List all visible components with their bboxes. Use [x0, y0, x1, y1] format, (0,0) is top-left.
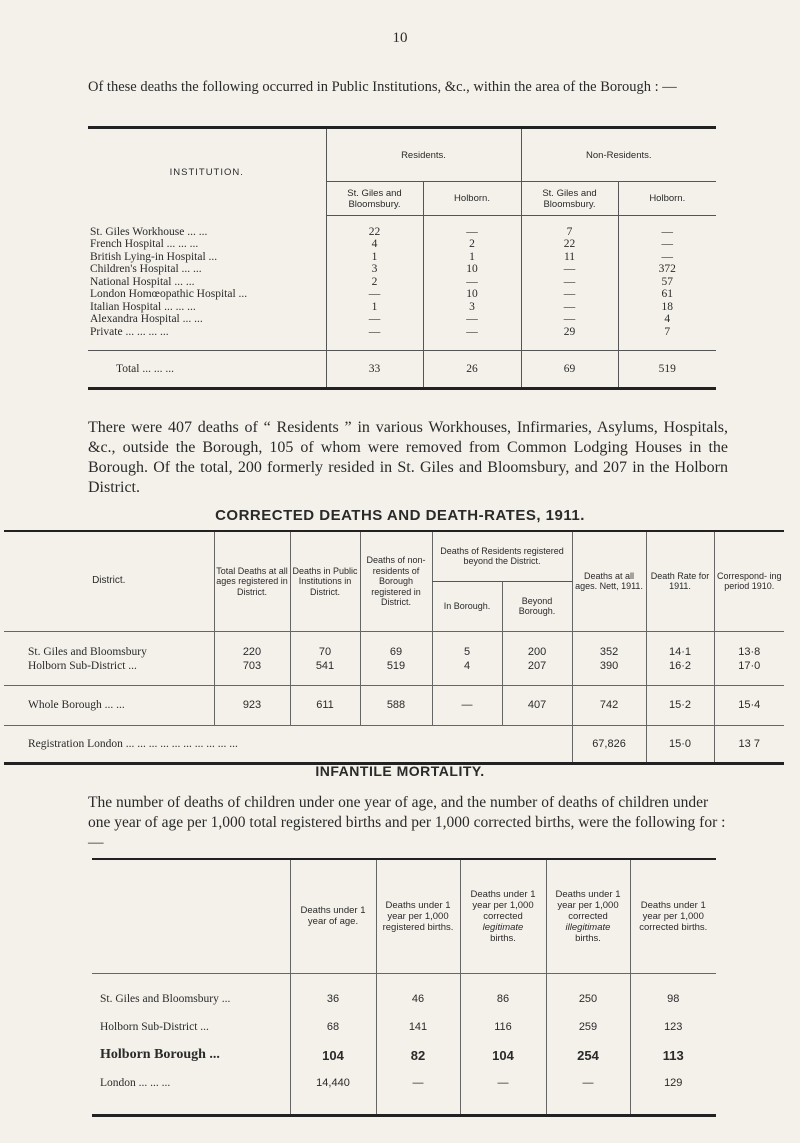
whole-borough-row: [4, 685, 784, 725]
count-cell: 10: [423, 263, 521, 276]
row-label: London ... ... ...: [100, 1077, 171, 1089]
cell: 519: [360, 659, 432, 673]
cell: 116: [460, 1013, 546, 1041]
institution-name: London Homœopathic Hospital ...: [90, 288, 248, 300]
institution-row: [88, 251, 716, 264]
corrected-deaths-heading: CORRECTED DEATHS AND DEATH-RATES, 1911.: [215, 507, 585, 524]
count-cell: 3: [423, 301, 521, 314]
cell: 69: [360, 645, 432, 659]
cell: 13 7: [714, 725, 784, 763]
intro-paragraph: Of these deaths the following occurred in Public Institutions, &c., within the area of the Borough : —: [88, 79, 677, 95]
count-cell: —: [423, 313, 521, 326]
count-cell: 1: [423, 251, 521, 264]
total-cell: 519: [618, 350, 716, 388]
institution-row: [88, 301, 716, 314]
institution-row: [88, 276, 716, 289]
institution-name: British Lying-in Hospital ...: [90, 250, 218, 263]
count-cell: 3: [326, 263, 423, 276]
count-cell: —: [521, 263, 618, 276]
page-number: 10: [392, 30, 408, 46]
infant-mortality-table: [92, 858, 716, 1117]
total-cell: 26: [423, 350, 521, 388]
institution-name: Italian Hospital ... ... ...: [90, 300, 196, 313]
cell: —: [376, 1069, 460, 1097]
residents-header: Residents.: [326, 128, 521, 182]
cell: —: [432, 685, 502, 725]
cell: 82: [376, 1041, 460, 1069]
beyond-borough-header: Beyond Borough.: [502, 581, 572, 631]
beyond-district-header: Deaths of Residents registered beyond the District.: [432, 531, 572, 581]
cell: 113: [630, 1041, 716, 1069]
legitimate-word: legitimate: [482, 921, 524, 933]
cell: 5: [432, 645, 502, 659]
registration-london-row: [4, 725, 784, 763]
count-cell: 22: [521, 238, 618, 251]
institution-row: [88, 226, 716, 239]
cell: 254: [546, 1041, 630, 1069]
cell: 923: [214, 685, 290, 725]
count-cell: 2: [423, 238, 521, 251]
district-header: District.: [92, 575, 126, 586]
cell: 129: [630, 1069, 716, 1097]
cell: 611: [290, 685, 360, 725]
total-label: Total ... ... ...: [116, 362, 174, 375]
births-word: births.: [490, 932, 516, 944]
count-cell: —: [618, 226, 716, 239]
count-cell: 18: [618, 301, 716, 314]
cell: 207: [502, 659, 572, 673]
total-deaths-header: Total Deaths at all ages registered in District.: [214, 531, 290, 631]
total-cell: 69: [521, 350, 618, 388]
row-label: St. Giles and Bloomsbury ...: [100, 993, 231, 1005]
cell: 123: [630, 1013, 716, 1041]
cell: 98: [630, 985, 716, 1013]
public-inst-header: Deaths in Public Institutions in District.: [290, 531, 360, 631]
cell: 259: [546, 1013, 630, 1041]
row-label: Holborn Borough ...: [100, 1047, 220, 1062]
row-label: Holborn Sub-District ...: [100, 1021, 209, 1033]
cell: 390: [572, 659, 646, 673]
count-cell: —: [618, 251, 716, 264]
count-cell: —: [423, 326, 521, 339]
nonresidents-header: Non-Residents.: [521, 128, 716, 182]
count-cell: 4: [618, 313, 716, 326]
institution-row: [88, 263, 716, 276]
count-cell: 11: [521, 251, 618, 264]
row-label: Registration London ... ... ... ... ... ... ... ... ... ...: [28, 737, 238, 750]
institution-row: [88, 238, 716, 251]
cell: —: [546, 1069, 630, 1097]
cell: 68: [290, 1013, 376, 1041]
cell: 36: [290, 985, 376, 1013]
institution-name: Alexandra Hospital ... ...: [90, 313, 203, 325]
infant-row: [92, 985, 716, 1013]
institution-name: St. Giles Workhouse ... ...: [90, 225, 208, 238]
cell: 86: [460, 985, 546, 1013]
rate-header: Death Rate for 1911.: [646, 531, 714, 631]
count-cell: 2: [326, 276, 423, 289]
district-row: [4, 645, 784, 659]
institution-header: INSTITUTION.: [169, 166, 244, 178]
residents-giles-header: St. Giles and Bloomsbury.: [326, 182, 423, 216]
nonres-holborn-header: Holborn.: [618, 182, 716, 216]
cell: 16·2: [646, 659, 714, 673]
count-cell: 372: [618, 263, 716, 276]
count-cell: 7: [521, 226, 618, 239]
nonres-giles-header: St. Giles and Bloomsbury.: [521, 182, 618, 216]
count-cell: —: [423, 226, 521, 239]
cell: 104: [460, 1041, 546, 1069]
residents-holborn-header: Holborn.: [423, 182, 521, 216]
count-cell: —: [618, 238, 716, 251]
count-cell: —: [423, 276, 521, 289]
illegitimate-word: illegitimate: [565, 921, 611, 933]
cell: 15·2: [646, 685, 714, 725]
cell: 541: [290, 659, 360, 673]
cell: 15·0: [646, 725, 714, 763]
count-cell: 4: [326, 238, 423, 251]
infant-row: [92, 1013, 716, 1041]
cell: 407: [502, 685, 572, 725]
infant-header-1: Deaths under 1 year of age.: [300, 905, 366, 928]
cell: 352: [572, 645, 646, 659]
infant-header-4: Deaths under 1 year per 1,000 corrected: [555, 888, 621, 922]
cell: 104: [290, 1041, 376, 1069]
cell: 220: [214, 645, 290, 659]
cell: —: [460, 1069, 546, 1097]
cell: 13·8: [714, 645, 784, 659]
death-rates-table: [4, 530, 784, 765]
outside-deaths-paragraph: There were 407 deaths of “ Residents ” in various Workhouses, Infirmaries, Asylums, Hospitals, &c., outside the Borough, 105 of whom were removed from Common Lodging Houses in the Borough. Of the total, 200 formerly resided in St. Giles and Bloomsbury, and 207 in the Holborn District.: [88, 419, 728, 496]
cell: 742: [572, 685, 646, 725]
cell: 14,440: [290, 1069, 376, 1097]
cell: 46: [376, 985, 460, 1013]
count-cell: —: [521, 288, 618, 301]
corr-header: Correspond- ing period 1910.: [714, 531, 784, 631]
in-borough-header: In Borough.: [432, 581, 502, 631]
institution-row: [88, 313, 716, 326]
count-cell: —: [326, 313, 423, 326]
cell: 70: [290, 645, 360, 659]
non-res-header: Deaths of non-residents of Borough registered in District.: [360, 531, 432, 631]
institution-name: French Hospital ... ... ...: [90, 238, 199, 250]
infant-header-3: Deaths under 1 year per 1,000 corrected: [470, 888, 536, 922]
institution-row: [88, 288, 716, 301]
row-label: Holborn Sub-District ...: [28, 660, 137, 672]
total-cell: 33: [326, 350, 423, 388]
institutions-table: [88, 126, 716, 390]
institution-name: Children's Hospital ... ...: [90, 263, 202, 275]
cell: 141: [376, 1013, 460, 1041]
cell: 14·1: [646, 645, 714, 659]
cell: 67,826: [572, 725, 646, 763]
count-cell: 1: [326, 301, 423, 314]
row-label: St. Giles and Bloomsbury: [28, 646, 147, 658]
infant-row: [92, 1069, 716, 1097]
cell: 15·4: [714, 685, 784, 725]
count-cell: —: [521, 301, 618, 314]
cell: 17·0: [714, 659, 784, 673]
count-cell: —: [326, 288, 423, 301]
infant-header-5: Deaths under 1 year per 1,000 corrected births.: [639, 899, 708, 933]
infantile-mortality-heading: INFANTILE MORTALITY.: [315, 763, 485, 779]
district-row: [4, 659, 784, 673]
institution-name: National Hospital ... ...: [90, 275, 195, 288]
nett-header: Deaths at all ages. Nett, 1911.: [572, 531, 646, 631]
count-cell: 10: [423, 288, 521, 301]
cell: 703: [214, 659, 290, 673]
row-label: Whole Borough ... ...: [28, 699, 125, 711]
count-cell: —: [521, 276, 618, 289]
institutions-total-row: [88, 350, 716, 388]
count-cell: 57: [618, 276, 716, 289]
births-word: births.: [575, 932, 601, 944]
count-cell: 7: [618, 326, 716, 339]
count-cell: 61: [618, 288, 716, 301]
cell: 200: [502, 645, 572, 659]
count-cell: 29: [521, 326, 618, 339]
cell: 588: [360, 685, 432, 725]
count-cell: 22: [326, 226, 423, 239]
count-cell: 1: [326, 251, 423, 264]
institution-name: Private ... ... ... ...: [90, 325, 169, 338]
infant-header-2: Deaths under 1 year per 1,000 registered births.: [382, 899, 454, 933]
count-cell: —: [521, 313, 618, 326]
count-cell: —: [326, 326, 423, 339]
cell: 250: [546, 985, 630, 1013]
infant-row: [92, 1041, 716, 1069]
infantile-paragraph: The number of deaths of children under one year of age, and the number of deaths of children under one year of age per 1,000 total registered births and per 1,000 corrected births, were the following for :—: [88, 794, 726, 851]
institution-row: [88, 326, 716, 339]
cell: 4: [432, 659, 502, 673]
